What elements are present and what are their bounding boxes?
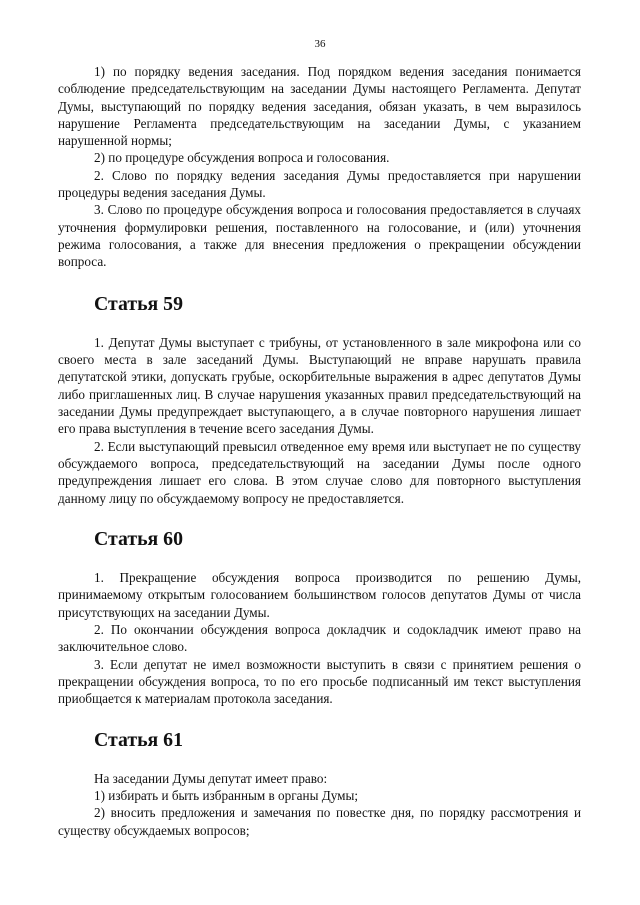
page-number: 36	[314, 38, 326, 50]
paragraph: 2) по процедуре обсуждения вопроса и голосования.	[94, 150, 390, 166]
section-continuation	[58, 63, 581, 271]
paragraph: 2. Слово по порядку ведения заседания Думы предоставляется при нарушении процедуры ведения заседания Думы.	[58, 167, 581, 201]
article-59	[58, 292, 581, 507]
paragraph: 1. Депутат Думы выступает с трибуны, от установленного в зале микрофона или со своего места в зале заседаний Думы. Выступающий не вправе нарушать правила депутатской этики, допускать грубые, оскорбительные выражения в адрес депутатов Думы либо приглашенных лиц. В случае нарушения указанных правил председательствующий на заседании Думы предупреждает выступающего, а в случае повторного нарушения лишает его права выступления в течение всего заседания Думы.	[58, 334, 581, 437]
article-60	[58, 527, 581, 708]
paragraph: 2. По окончании обсуждения вопроса докладчик и содокладчик имеют право на заключительное слово.	[58, 622, 581, 655]
paragraph: 2) вносить предложения и замечания по повестке дня, по порядку рассмотрения и существу обсуждаемых вопросов;	[58, 805, 581, 838]
article-61	[58, 728, 581, 839]
article-heading: Статья 61	[94, 728, 183, 751]
paragraph: 1) избирать и быть избранным в органы Думы;	[94, 788, 359, 804]
paragraph: 3. Если депутат не имел возможности выступить в связи с принятием решения о прекращении обсуждения вопроса, то по его просьбе подписанный им текст выступления приобщается к материалам протокола заседания.	[58, 656, 581, 707]
paragraph: На заседании Думы депутат имеет право:	[94, 770, 328, 786]
article-heading: Статья 60	[94, 527, 183, 550]
paragraph: 1. Прекращение обсуждения вопроса производится по решению Думы, принимаемому открытым голосованием большинством голосов депутатов Думы от числа присутствующих на заседании Думы.	[58, 570, 581, 620]
paragraph: 2. Если выступающий превысил отведенное ему время или выступает не по существу обсуждаемого вопроса, председательствующий на заседании Думы после одного предупреждения лишает его слова. В этом случае слово для повторного выступления данному лицу по обсуждаемому вопросу не предоставляется.	[58, 438, 581, 506]
article-heading: Статья 59	[94, 292, 183, 315]
document-body	[58, 63, 581, 839]
paragraph: 1) по порядку ведения заседания. Под порядком ведения заседания понимается соблюдение председательствующим на заседании Думы настоящего Регламента. Депутат Думы, выступающий по порядку ведения заседания, обязан указать, в чем выразилось нарушение Регламента председательствующим на заседании Думы, с указанием нарушенной нормы;	[58, 64, 581, 149]
paragraph: 3. Слово по процедуре обсуждения вопроса и голосования предоставляется в случаях уточнения формулировки решения, поставленного на голосование, и (или) уточнения режима голосования, а также для внесения предложения о прекращении обсуждении вопроса.	[58, 202, 581, 270]
